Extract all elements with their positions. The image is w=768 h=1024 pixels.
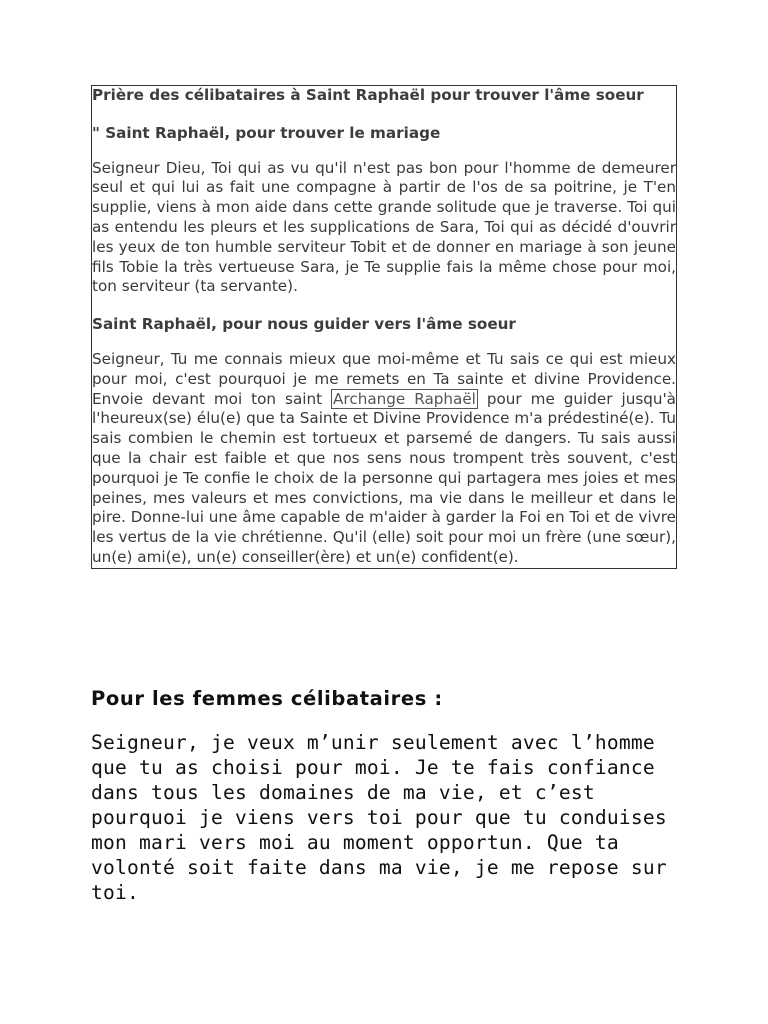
paragraph-2-start: Seigneur, Tu me connais mieux que moi-même et Tu sais ce qui est mieux pour moi, c'est pourquoi je me remets en Ta sainte et divine Providence. Envoie devant moi ton saint — [92, 349, 676, 408]
archange-raphael-link[interactable]: Archange Raphaël — [333, 389, 476, 408]
women-section-title: Pour les femmes célibataires : — [91, 687, 443, 710]
women-prayer-text: Seigneur, je veux m’unir seulement avec l’homme que tu as choisi pour moi. Je te fais confiance dans tous les domaines de ma vie, et c’est pourquoi je viens vers toi pour que tu conduises mon mari vers moi au moment opportun. Que ta volonté soit faite dans ma vie, je me repose sur toi. — [91, 731, 667, 904]
prayer-paragraph-1: Seigneur Dieu, Toi qui as vu qu'il n'est pas bon pour l'homme de demeurer seul et qui lui as fait une compagne à partir de l'os de sa poitrine, je T'en supplie, viens à mon aide dans cette grande solitude que je traverse. Toi qui as entendu les pleurs et les supplications de Sara, Toi qui as décidé d'ouvrir les yeux de ton humble serviteur Tobit et de donner en mariage à son jeune fils Tobie la très vertueuse Sara, je Te supplie fais la même chose pour moi, ton serviteur (ta servante). — [92, 158, 676, 296]
paragraph-2-end: pour me guider jusqu'à l'heureux(se) élu(e) que ta Sainte et Divine Providence m'a prédestiné(e). Tu sais combien le chemin est tortueux et parsemé de dangers. Tu sais aussi que la chair est faible et que nos sens nous trompent très souvent, c'est pourquoi je Te confie le choix de la personne qui partagera mes joies et mes peines, mes valeurs et mes convictions, ma vie dans le meilleur et dans le pire. Donne-lui une âme capable de m'aider à garder la Foi en Toi et de vivre les vertus de la vie chrétienne. Qu'il (elle) soit pour moi un frère (une sœur), un(e) ami(e), un(e) conseiller(ère) et un(e) confident(e). — [92, 389, 676, 566]
prayer-paragraph-2 — [92, 350, 676, 568]
prayer-box — [91, 85, 677, 569]
prayer-subtitle-guide: Saint Raphaël, pour nous guider vers l'âme soeur — [92, 315, 516, 334]
prayer-title: Prière des célibataires à Saint Raphaël pour trouver l'âme soeur — [92, 86, 644, 104]
prayer-subtitle-marriage: " Saint Raphaël, pour trouver le mariage — [92, 123, 441, 142]
